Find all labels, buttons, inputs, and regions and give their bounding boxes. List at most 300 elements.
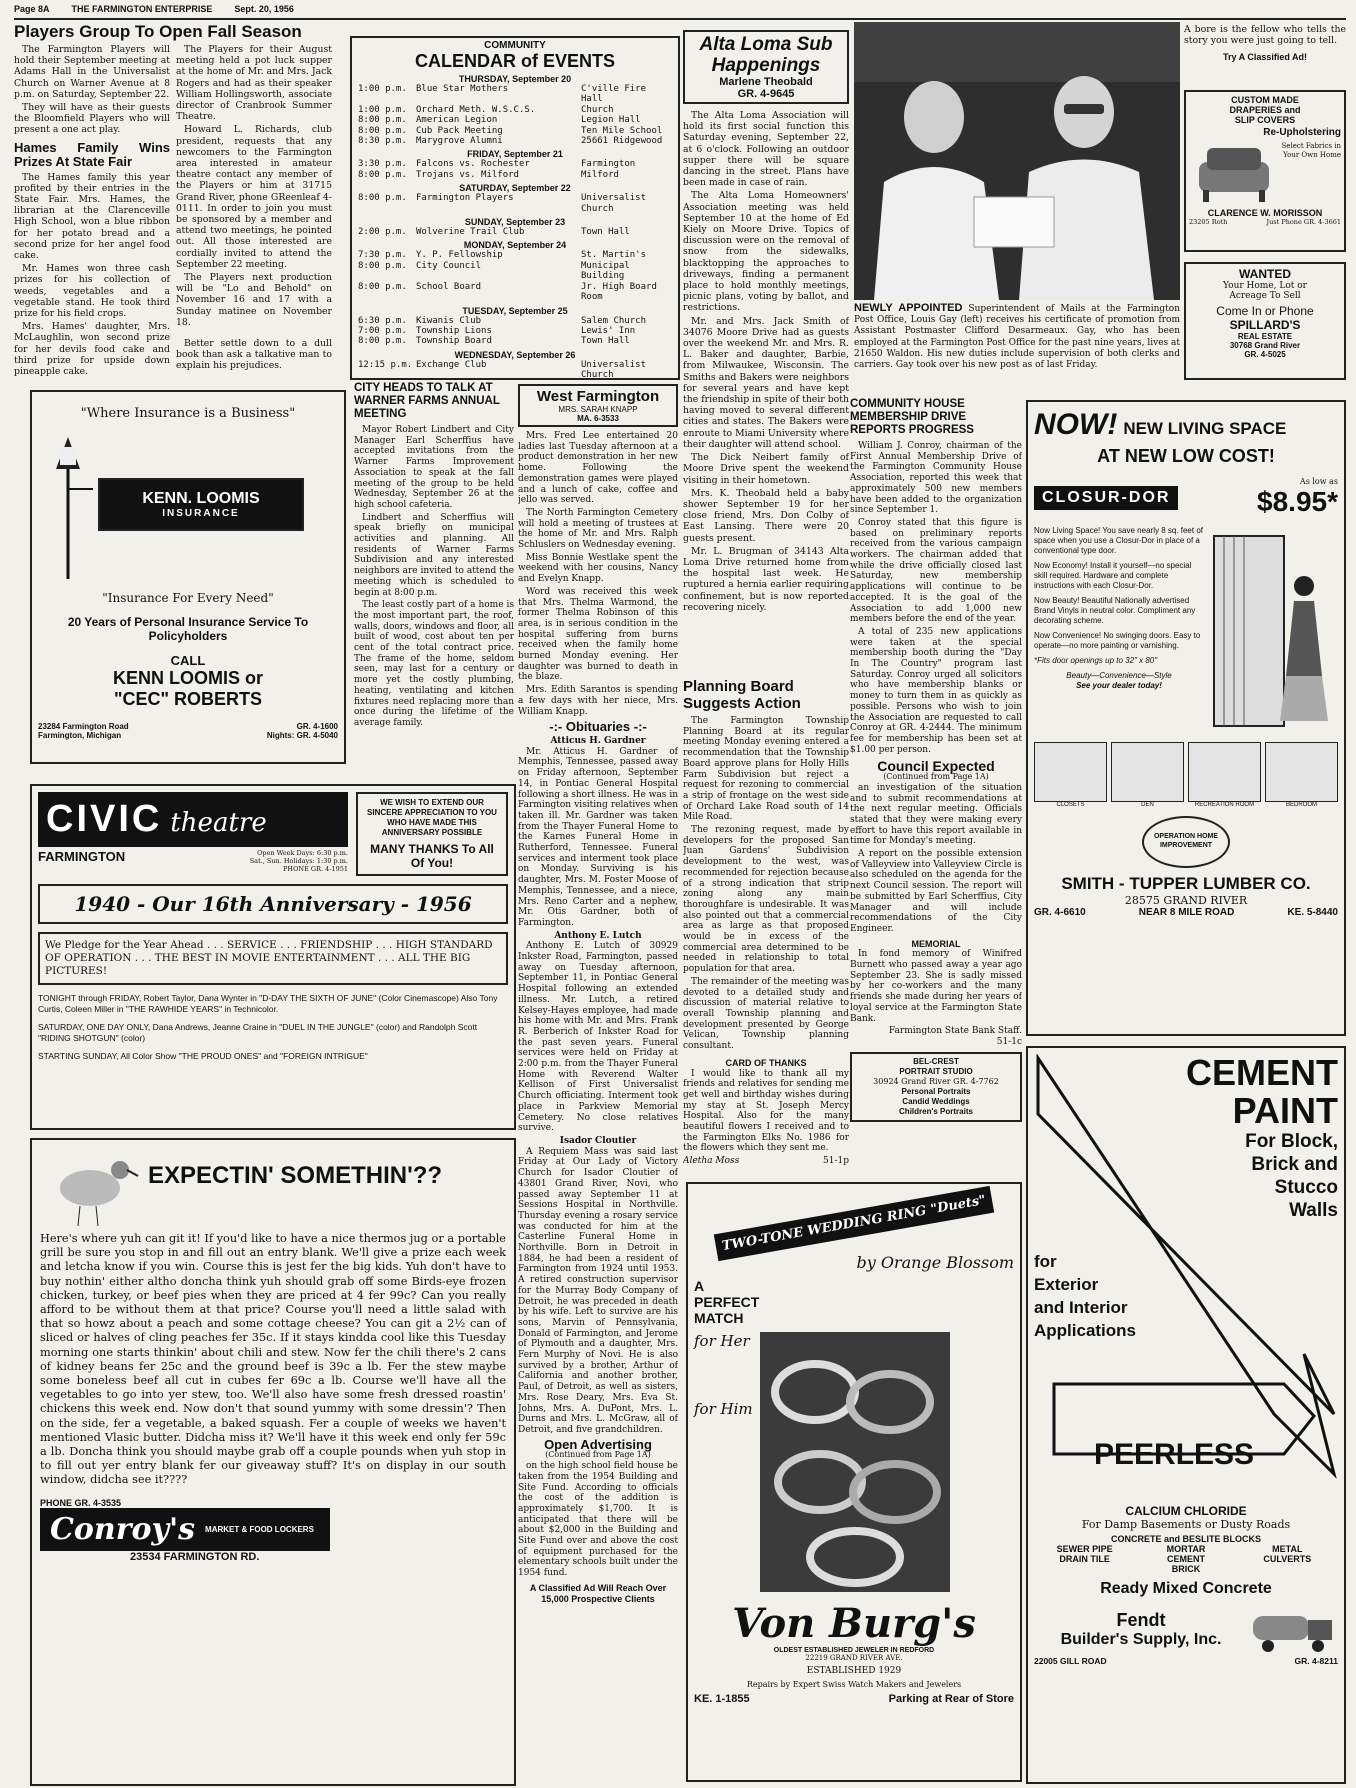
calendar-day-heading: SATURDAY, September 22 [459, 183, 571, 194]
players-p5: The Players next production will be "Lo and Behold" on November 16 and 17 with a Sunday matinee on November 18. [176, 272, 332, 328]
rings-illustration [760, 1332, 950, 1592]
calendar-place: Town Hall [581, 227, 630, 238]
fendt-item: SEWER PIPE [1056, 1544, 1113, 1554]
hames-p3: Mrs. Hames' daughter, Mrs. McLaughlin, won second prize for her devils food cake and third prize for upside down pineapple cake. [14, 321, 170, 378]
calendar-place: Legion Hall [581, 115, 641, 126]
calendar-event-row [358, 336, 672, 346]
calendar-time: 3:30 p.m. [358, 159, 407, 170]
fendt-for4: Walls [1289, 1200, 1338, 1221]
calendar-place: Church [581, 104, 614, 115]
calendar-place: Universalist Church [581, 359, 647, 380]
altaloma-p3: Mr. and Mrs. Jack Smith of 34076 Moore Drive had as guests over the weekend Mr. and Mrs. R. L. Baker and daughter, Barbie, from Milwaukee, Wisconsin. The Smiths and Bakers were neighbors for several years and have kept the friendship in spite of their both having moved to several different cities and states. The Bakers were enroute to Miami University where their daughter will attend school. [683, 315, 849, 450]
calendar-place: 25661 Ridgewood [581, 136, 663, 147]
civic-logo-text: CIVIC [46, 798, 163, 840]
council-cont: (Continued from Page 1A) [883, 772, 989, 782]
smith-bullet-3: Now Beauty! Beautiful Nationally advertised Brand Vinyls in neutral color. Compliment any decorating scheme. [1034, 596, 1196, 625]
fendt-item: METAL [1272, 1544, 1303, 1554]
obit-text-2: Anthony E. Lutch of 30929 Inkster Road, Farmington, passed away on Tuesday afternoon, September 11, in Pontiac General Hospital following an extended illness. Mr. Lutch, a retired Kelsey-Hayes employee, had made his home with Mr. and Mrs. Frank R. Berberich of Inkster Road for the past seven years. Funeral services were held on Friday at 2:00 p.m. from the Thayer Funeral Home with Reverend Walter Kellison of First Universalist Church officiating. Interment took place in Parkview Memorial Cemetery. No close relatives survive. [518, 941, 678, 1134]
calendar-event-row [358, 84, 672, 105]
calendar-title: CALENDAR of EVENTS [414, 51, 615, 71]
calendar-time: 2:00 p.m. [358, 227, 407, 238]
fendt-ext4: Applications [1034, 1321, 1137, 1340]
loomis-slogan: "Where Insurance is a Business" [80, 406, 296, 421]
westfarm-title: West Farmington [536, 388, 660, 405]
obit-name-3: Isador Cloutier [559, 1136, 637, 1146]
community-p3: A total of 235 new applications were taken at the special membership booth during the "Day In The Country" program last Saturday. Conroy urged all solicitors who have membership blanks or money to turn them in as quickly as possible. Persons who wish to join the Association are requested to call Conroy at GR. 4-2444. The minimum fee for membership has been set at $1.00 per person. [850, 626, 1022, 755]
spillard-l8: GR. 4-5025 [1244, 350, 1286, 359]
memorial-text: In fond memory of Winifred Burnett who passed away a year ago September 23. She is sadly missed by her co-workers and the many friends she made during her years of loyal service at the Farmington State Bank. [850, 949, 1022, 1024]
council-p2: A report on the possible extension of Valleyview into Valleyview Circle is also scheduled on the agenda for the next Council session. The report will be submitted by Earl Scherffius, City Manager and will include recommendations of the City Engineer. [850, 849, 1022, 934]
fendt-ext2: Exterior [1034, 1275, 1099, 1294]
chair-icon [1189, 142, 1279, 204]
planning-article [683, 678, 849, 1168]
altaloma-p5: Mrs. K. Theobald held a baby shower September 19 for her close friend, Mrs. Don Colby of East Lansing. There were 20 guests present. [683, 487, 849, 544]
room-label: DEN [1141, 802, 1154, 808]
loomis-sign1: KENN. LOOMIS [142, 489, 260, 507]
calendar-body [358, 74, 672, 380]
calendar-event: Trojans vs. Milford [416, 169, 519, 180]
thanks-title: CARD OF THANKS [725, 1057, 807, 1068]
smith-ph2: KE. 5-8440 [1287, 907, 1338, 918]
morisson-ad [1184, 90, 1346, 252]
loomis-sign2: INSURANCE [162, 507, 240, 519]
vonburg-addr: 22219 GRAND RIVER AVE. [805, 1654, 903, 1662]
thanks-code: 51-1p [823, 1156, 849, 1167]
conroy-addr: 23534 FARMINGTON RD. [130, 1550, 260, 1563]
loomis-addr1: 23284 Farmington Road [38, 722, 129, 731]
civic-logo [38, 792, 348, 847]
fendt-item: CEMENT [1166, 1554, 1205, 1564]
altaloma-masthead [683, 30, 849, 104]
loomis-call: CALL [170, 653, 206, 668]
hames-p1: The Hames family this year profited by their entries in the State Fair. Mrs. Hames, the librarian at the Clarenceville High School, won a blue ribbon for her potato bread and a second prize for her angel food cake. [14, 171, 170, 262]
westfarm-p4: Word was received this week that Mrs. Thelma Warmond, the former Thelma Robinson of this area, is in serious condition in the hospital suffering from burns received when the family home burned Monday evening. Her daughter was burned to death in the blaze. [518, 586, 678, 683]
conroy-sub: MARKET & FOOD LOCKERS [205, 1524, 314, 1534]
lamp-post-icon [38, 429, 98, 579]
calendar-place: Municipal Building [581, 260, 630, 282]
conroy-body: Here's where yuh can git it! If you'd like to have a nice thermos jug or a portable grill be sure you stop in and fill out an entry blank. We'll give a prize each week and letcha know if you win. Course this is jest fer the big kids. Yuh don't have to buy nothin' either altho doncha think yuh should grab off some Birds-eye frozen chicken, turkey, or beef pies when they are priced at 4 fer 99c? Can you really afford to be without them at that price? Course you'll need a little salad with that so howz about a peach and some cottage cheese? You can git a 2½ can of sliced or halves of cling peaches fer 35c. If it stays kindda cool like this Tuesday morning one starts thinkin' about chili and stew. Now fer the chili there's 2 cans of kidney beans fer 25c and the ground beef is 39c a lb. Fer the stew maybe some boneless beef all cut in cubes fer 69c a lb. Course we'll have all the vegetables to go into yer stew, too. We'll also have some fresh dressed roastin' chickens this week end. Now don't that sound yummy with some dressin'? Then on the side, fer a vegetable, a baked squash. Fer a couple of weeks we haven't mentioned Vlasic butter. Didcha miss it? We'll have it this week end only fer 59c a lb. Doncha think you should maybe grab off a couple pounds when yuh stop in to fill out yer entry blank fer our giveaway stuff? It's on display in our south window, didcha see it???? [40, 1232, 506, 1487]
vonburg-phone: KE. 1-1855 [694, 1693, 750, 1705]
memorial-code: 51-1c [996, 1036, 1022, 1047]
vonburg-headline: TWO-TONE WEDDING RING "Duets" [714, 1186, 994, 1261]
loomis-ph2: Nights: GR. 4-5040 [266, 731, 338, 740]
page-number: Page 8A [14, 4, 50, 14]
fendt-for3: Stucco [1274, 1177, 1338, 1198]
civic-logo-script: theatre [170, 808, 267, 838]
vonburg-parking: Parking at Rear of Store [888, 1693, 1014, 1705]
calendar-time: 6:30 p.m. [358, 315, 407, 326]
vonburg-by: by Orange Blossom [856, 1253, 1014, 1272]
memorial-title: MEMORIAL [911, 938, 961, 949]
page-header [14, 4, 349, 18]
civic-town: FARMINGTON [38, 849, 126, 864]
westfarm-p2: The North Farmington Cemetery will hold a meeting of trustees at the home of Mr. and Mrs. Ralph Schluslers on Wednesday evening. [518, 507, 678, 551]
altaloma-title1: Alta Loma Sub [699, 34, 833, 55]
fendt-peerless: PEERLESS [1094, 1438, 1255, 1471]
calendar-event-row [358, 126, 672, 136]
civic-pledge: We Pledge for the Year Ahead . . . SERVICE . . . FRIENDSHIP . . . HIGH STANDARD OF OPERATION . . . THE BEST IN MOVIE ENTERTAINMENT . . . ALL THE BIG PICTURES! [38, 932, 508, 985]
civic-hours3: PHONE GR. 4-1951 [283, 865, 348, 873]
cityheads-p2: Lindbert and Scherffius will speak briefly on municipal activities and planning. All residents of Warner Farms Subdivision and any interested neighbors are invited to attend the meeting which is scheduled to begin at 8:00 p.m. [354, 512, 514, 598]
calendar-day-heading: FRIDAY, September 21 [467, 149, 563, 160]
fendt-ext3: and Interior [1034, 1298, 1128, 1317]
civic-thanks: WE WISH TO EXTEND OUR SINCERE APPRECIATION TO YOU WHO HAVE MADE THIS ANNIVERSARY POSSIBLE [367, 798, 497, 837]
photo-caption-head: NEWLY APPOINTED [854, 302, 963, 314]
smith-tupper-ad [1026, 400, 1346, 1036]
conroy-headline: EXPECTIN' SOMETHIN'?? [148, 1162, 443, 1189]
smith-addr: 28575 GRAND RIVER [1124, 894, 1248, 907]
room-label: RECREATION ROOM [1194, 802, 1255, 808]
calendar-event-row [358, 261, 672, 282]
vonburg-est: ESTABLISHED 1929 [806, 1666, 902, 1676]
cityheads-p3: The least costly part of a home is the most important part, the roof, walls, doors, windows and floor, all built of wood, cost about ten per cent of the total contract price. The frame of the home, seldom seen, may last for a century or more yet the costly plumbing, heating, ventilating and kitchen fixtures need replacing more than once during the lifetime of the average family. [354, 600, 514, 728]
hames-p2: Mr. Hames won three cash prizes for his collection of weeds, vegetables and a vegetable stand. He took third prize for his field crops. [14, 263, 170, 320]
smith-head1: NEW LIVING SPACE [1123, 419, 1287, 438]
obit-text-3: A Requiem Mass was said last Friday at Our Lady of Victory Church for Isador Cloutier of 43801 Grand River, Novi, who passed away September 11 at Sessions Hospital in Northville. Thursday evening a rosary service was conducted for him at the Casterline Funeral Home in Northville. Born in Detroit in 1884, he had been a resident of Farmington from 1924 until 1953. A retired construction supervisor for the Murray Body Company of Detroit, he was preceded in death by his wife. Left to survive are his sons, Marvin of Pennsylvania, Donald of Farmington, and Jerome of Plymouth and a daughter, Mrs. Fern Murphy of Novi. He is also survived by a brother, Arthur of California and another brother, Paul, of Detroit, as well as sisters, Mrs. Rose Deary, Mrs. Eva St. Johns, Mrs. A. DuPont, Mrs. L. Durns and Mrs. L. McGraw, all of Detroit, and five grandchildren. [518, 1146, 678, 1435]
civic-saturday: SATURDAY, ONE DAY ONLY, Dana Andrews, Jeanne Craine in "DUEL IN THE JUNGLE" (color) and Randolph Scott "RIDING SHOTGUN" (color) [38, 1022, 478, 1043]
calendar-event: Y. P. Fellowship [416, 250, 503, 261]
calendar-time: 8:00 p.m. [358, 193, 407, 204]
loomis-tag: "Insurance For Every Need" [102, 591, 274, 605]
calendar-event-row [358, 250, 672, 260]
fendt-ready: Ready Mixed Concrete [1100, 1580, 1272, 1597]
morisson-addr: 23205 Roth [1189, 218, 1228, 226]
calendar-place: Milford [581, 169, 619, 180]
loomis-names2: "CEC" ROBERTS [113, 689, 263, 709]
calendar-event-row [358, 159, 672, 169]
vonburg-repairs: Repairs by Expert Swiss Watch Makers and Jewelers [746, 1680, 962, 1689]
calendar-event-row [358, 326, 672, 336]
belcrest-l1: BEL-CREST [913, 1056, 959, 1066]
calendar-event-row [358, 227, 672, 237]
room-panel [1188, 742, 1261, 802]
room-panel [1265, 742, 1338, 802]
westfarm-masthead [518, 384, 678, 427]
civic-theatre-ad [30, 784, 516, 1130]
conroy-logo-text: Conroy's [50, 1511, 196, 1547]
smith-head2: AT NEW LOW COST! [1097, 446, 1275, 466]
belcrest-l4: GR. 4-7762 [953, 1076, 999, 1086]
loomis-addr2: Farmington, Michigan [38, 731, 122, 740]
vonburg-for-him: for Him [694, 1400, 753, 1418]
calendar-event: Township Board [416, 336, 492, 347]
calendar-time: 1:00 p.m. [358, 104, 407, 115]
cityheads-article [354, 382, 514, 752]
players-p2: They will have as their guests the Bloomfield Players who will present a one act play. [14, 102, 170, 136]
conroy-ad [30, 1138, 516, 1786]
smith-now: NOW! [1034, 408, 1118, 441]
altaloma-p2: The Alta Loma Homeowners' Association meeting was held September 10 at the home of Ed Kiely on Moore Drive. Topics of discussion were on the removal of snow from the sidewalks, blacktopping the approaches to driveways, finding a permanent place to hold monthly meetings, picnic plans, voting by ballot, and restrictions. [683, 190, 849, 314]
room-labels [1034, 802, 1338, 808]
smith-ph1: GR. 4-6610 [1034, 907, 1086, 918]
calendar-event-row [358, 105, 672, 115]
community-p2: Conroy stated that this figure is based on preliminary reports received from the various campaign workers. The chairman added that while the drive officially closed last Saturday, new membership applications will continue to be accepted. It is the goal of the Association to add 1,000 new members before the end of the year. [850, 517, 1022, 625]
openadv-cont: (Continued from Page 1A) [545, 1450, 651, 1460]
fendt-item: CULVERTS [1263, 1554, 1312, 1564]
spillard-l2: Your Home, Lot or [1223, 281, 1307, 291]
obit-name-1: Atticus H. Gardner [550, 735, 646, 746]
calendar-time: 12:15 p.m. [358, 359, 413, 370]
smith-note: *Fits door openings up to 32" x 80" [1034, 656, 1158, 665]
calendar-event-row [358, 170, 672, 180]
altaloma-phone: GR. 4-9645 [737, 88, 795, 100]
morisson-side: Select Fabrics in Your Own Home [1281, 142, 1341, 159]
fendt-item: DRAIN TILE [1059, 1554, 1110, 1564]
loomis-sign [98, 478, 304, 531]
obit-name-2: Anthony E. Lutch [554, 930, 642, 941]
calendar-day-heading: THURSDAY, September 20 [458, 74, 572, 84]
fendt-for2: Brick and [1251, 1154, 1338, 1175]
filler-quote: Better settle down to a dull book than ask a talkative man to explain his prejudices. [176, 338, 332, 372]
calendar-event-row [358, 193, 672, 214]
fendt-item: MORTAR [1166, 1544, 1206, 1554]
fendt-ad [1026, 1046, 1346, 1784]
fendt-paint: PAINT [1232, 1090, 1338, 1131]
calendar-place: St. Martin's [581, 250, 647, 261]
spillard-l7: 30768 Grand River [1229, 341, 1301, 350]
calendar-time: 8:00 p.m. [358, 125, 407, 136]
loomis-ph1: GR. 4-1600 [296, 722, 338, 731]
calendar-event: Wolverine Trail Club [416, 227, 525, 238]
news-photo [854, 22, 1180, 300]
loomis-names1: KENN LOOMIS or [112, 668, 263, 688]
fendt-damp: For Damp Basements or Dusty Roads [1081, 1518, 1291, 1531]
civic-tonight: TONIGHT through FRIDAY, Robert Taylor, Dana Wynter in "D-DAY THE SIXTH OF JUNE" (Color Cinemascope) Also Tony Curtis, Coleen Miller in "THE RAWHIDE YEARS" in Technicolor. [38, 993, 498, 1014]
calendar-event: Blue Star Mothers [416, 84, 509, 94]
fendt-items [1034, 1544, 1338, 1574]
calendar-event: City Council [416, 260, 482, 271]
players-p1: The Farmington Players will hold their September meeting at Adams Hall in the Universalist Church on Warner Avenue at 8 p.m. on Saturday, September 22. [14, 44, 170, 100]
calendar-event-row [358, 136, 672, 146]
fendt-for1: For Block, [1245, 1131, 1338, 1152]
issue-date: Sept. 20, 1956 [234, 4, 294, 14]
thanks-signature: Aletha Moss [683, 1156, 740, 1167]
calendar-event: Exchange Club [416, 359, 487, 370]
smith-name: SMITH - TUPPER LUMBER CO. [1061, 874, 1311, 893]
fendt-cement: CEMENT [1186, 1052, 1338, 1093]
calendar-event-row [358, 282, 672, 303]
spillard-l1: WANTED [1239, 267, 1291, 281]
calendar-kicker: COMMUNITY [484, 40, 546, 51]
vonburg-ad [686, 1182, 1022, 1782]
westfarm-p3: Miss Bonnie Westlake spent the weekend with her cousins, Nancy and Evelyn Knapp. [518, 552, 678, 585]
hames-headline: Hames Family Wins Prizes At State Fair [14, 139, 170, 169]
belcrest-ad [850, 1052, 1022, 1122]
operation-seal: OPERATION HOME IMPROVEMENT [1142, 816, 1230, 868]
council-headline: Council Expected [877, 758, 995, 775]
community-calendar [350, 36, 680, 380]
spillard-l6: REAL ESTATE [1237, 332, 1293, 341]
calendar-place: Ten Mile School [581, 125, 663, 136]
belcrest-l6: Candid Weddings [902, 1096, 970, 1106]
loomis-ad [30, 390, 346, 764]
westfarm-column [518, 384, 678, 1784]
smith-bullet-2: Now Economy! Install it yourself—no special skill required. Hardware and complete instructions with each Closur-Dor. [1034, 561, 1192, 590]
morisson-name: CLARENCE W. MORISSON [1207, 208, 1323, 218]
calendar-time: 8:30 p.m. [358, 136, 407, 147]
players-p4: Howard L. Richards, club president, requests that any newcomers to the Farmington area interested in amateur theatre contact any member of the Players or him at 31715 Grand River, phone GReenleaf 4-0111. In order to join you must be sponsored by a member and attend two meetings, he pointed out. All those interested are cordially invited to attend the September 22 meeting. [176, 124, 332, 270]
smith-tag2: See your dealer today! [1076, 681, 1162, 690]
openadv-title: Open Advertising [544, 1436, 652, 1452]
players-headline: Players Group To Open Fall Season [14, 22, 302, 41]
players-article [14, 22, 336, 384]
calendar-time: 7:00 p.m. [358, 325, 407, 336]
loomis-years: 20 Years of Personal Insurance Service To Policyholders [67, 615, 309, 643]
spillard-l4: Come In or Phone [1216, 304, 1314, 318]
fendt-name1: Fendt [1116, 1609, 1166, 1630]
calendar-event: Kiwanis Club [416, 315, 482, 326]
planning-p1: The Farmington Township Planning Board at its regular meeting Monday evening entered a recommendation that the Township Board approve plans for Holly Hills Farm Subdivision but reject a request for rezoning to commercial a strip of frontage on the west side of Orchard Lake Road south of 14 Mile Road. [683, 716, 849, 823]
stork-icon [40, 1148, 140, 1228]
morisson-phone: Just Phone GR. 4-3661 [1266, 218, 1341, 226]
obit-text-1: Mr. Atticus H. Gardner of Memphis, Tennessee, passed away on Friday afternoon, September 14, in Pontiac General Hospital following a short illness. He was in Farmington visiting relatives when taken ill. Mr. Gardner was taken from the Thayer Funeral Home to the Karnes Funeral Home in Rutherford, Tennessee. Funeral services and interment took place on Monday. Surviving is his daughter, Mrs. M. Foster Moose of Memphis, Tennessee, and a niece, Mrs. Reno Carter and a nephew, Mr. Otis Gardner, both of Farmington. [518, 746, 678, 928]
calendar-event: School Board [416, 281, 482, 292]
calendar-day-heading: MONDAY, September 24 [463, 240, 567, 251]
calendar-event: Township Lions [416, 325, 492, 336]
smith-bullet-4: Now Convenience! No swinging doors. Easy to operate—no more painting or varnishing. [1034, 631, 1201, 650]
smith-tag1: Beauty—Convenience—Style [1066, 671, 1172, 680]
calendar-time: 7:30 p.m. [358, 250, 407, 261]
westfarm-phone: MA. 6-3533 [577, 414, 619, 423]
fendt-item: BRICK [1171, 1564, 1201, 1574]
smith-price: $8.95* [1257, 486, 1338, 517]
spillard-l5: SPILLARD'S [1229, 318, 1301, 332]
belcrest-l2: PORTRAIT STUDIO [899, 1066, 973, 1076]
calendar-place: Farmington [581, 159, 636, 170]
mixer-truck-icon [1248, 1604, 1338, 1654]
cityheads-p1: Mayor Robert Lindbert and City Manager Earl Scherffius have accepted invitations from the Warner Farms Improvement Association to speak at the fall meeting of the group to be held Wednesday, September 26 at the high school cafeteria. [354, 425, 514, 510]
fendt-concrete: CONCRETE and BESLITE BLOCKS [1110, 1534, 1261, 1544]
calendar-event: Farmington Players [416, 193, 514, 204]
spillard-l3: Acreage To Sell [1229, 291, 1301, 301]
fendt-name2: Builder's Supply, Inc. [1060, 1630, 1222, 1648]
morisson-l1: CUSTOM MADE [1231, 95, 1299, 105]
spillard-ad [1184, 262, 1346, 380]
bore-ad: Try A Classified Ad! [1222, 52, 1308, 63]
calendar-place: Town Hall [581, 336, 630, 347]
conroy-phone: PHONE GR. 4-3535 [40, 1497, 122, 1508]
calendar-event: American Legion [416, 115, 498, 126]
calendar-day-heading: WEDNESDAY, September 26 [454, 349, 576, 360]
calendar-time: 8:00 p.m. [358, 336, 407, 347]
westfarm-byline: MRS. SARAH KNAPP [558, 405, 638, 414]
council-p1: an investigation of the situation and to submit recommendations at the next regular meeting. Officials stated that they were making every effort to have this report available in time for Monday's meeting. [850, 782, 1022, 847]
altaloma-title2: Happenings [711, 55, 821, 76]
morisson-l3: SLIP COVERS [1234, 115, 1296, 125]
planning-p3: The remainder of the meeting was devoted to a detailed study and discussion of material relative to overall Township planning and development presented by George Velican, Township planning consultant. [683, 976, 849, 1052]
vonburg-perfect: A PERFECT MATCH [694, 1278, 760, 1326]
smith-price-pre: As low as [1299, 477, 1338, 486]
civic-many-thanks: MANY THANKS To All Of You! [370, 842, 494, 870]
calendar-time: 8:00 p.m. [358, 115, 407, 126]
morisson-l2: DRAPERIES and [1229, 105, 1301, 115]
vonburg-sub: OLDEST ESTABLISHED JEWELER IN REDFORD [773, 1647, 935, 1654]
smith-near: NEAR 8 MILE ROAD [1138, 907, 1235, 918]
calendar-event: Orchard Meth. W.S.C.S. [416, 104, 536, 115]
morisson-l4: Re-Upholstering [1263, 127, 1341, 138]
door-woman-illustration [1204, 526, 1334, 736]
calendar-event-row [358, 115, 672, 125]
calendar-time: 8:00 p.m. [358, 260, 407, 271]
calendar-time: 8:00 p.m. [358, 169, 407, 180]
fendt-phone: GR. 4-8211 [1294, 1656, 1338, 1666]
conroy-logo [40, 1508, 330, 1551]
paper-name: THE FARMINGTON ENTERPRISE [71, 4, 213, 14]
vonburg-for-her: for Her [694, 1332, 750, 1350]
calendar-day-heading: TUESDAY, September 25 [462, 305, 568, 316]
calendar-day-heading: SUNDAY, September 23 [464, 217, 566, 228]
altaloma-byline: Marlene Theobald [719, 76, 813, 88]
vonburg-name: Von Burg's [732, 1600, 976, 1647]
calendar-event-row [358, 316, 672, 326]
calendar-event: Cub Pack Meeting [416, 125, 503, 136]
room-panel [1034, 742, 1107, 802]
header-rule [14, 18, 1346, 20]
altaloma-article [683, 30, 849, 720]
calendar-place: C'ville Fire Hall [581, 84, 647, 105]
room-panel [1111, 742, 1184, 802]
fendt-calcium: CALCIUM CHLORIDE [1125, 1504, 1247, 1518]
belcrest-l3: 30924 Grand River [873, 1076, 951, 1086]
calendar-event: Marygrove Alumni [416, 136, 503, 147]
civic-anniversary: 1940 - Our 16th Anniversary - 1956 [38, 884, 508, 924]
community-article [850, 398, 1022, 1178]
room-label: CLOSETS [1056, 802, 1085, 808]
community-p1: William J. Conroy, chairman of the First Annual Membership Drive of the Farmington Community House Association, reported this week that approximately 500 new members have been added to the organization since September 1. [850, 441, 1022, 516]
fendt-item [1034, 1564, 1135, 1574]
calendar-event: Falcons vs. Rochester [416, 159, 530, 170]
thanks-text: I would like to thank all my friends and relatives for sending me get well and birthday wishes during my stay at St. Joseph Mercy Hospital. Also for the many beautiful flowers I received and to the Farmington Elks No. 1986 for the flowers which they sent me. [683, 1068, 849, 1154]
altaloma-p6: Mr. L. Brugman of 34143 Alta Loma Drive returned home from the hospital last week. He ruptured a hernia earlier requiring confinement, but is now reported recovering nicely. [683, 545, 849, 613]
westfarm-p5: Mrs. Edith Sarantos is spending a few days with her niece, Mrs. William Knapp. [518, 685, 678, 717]
belcrest-l5: Personal Portraits [901, 1086, 971, 1096]
calendar-time: 1:00 p.m. [358, 84, 407, 94]
calendar-event-row [358, 360, 672, 380]
photo-block [854, 22, 1180, 392]
openadv-p1: on the high school field house be taken from the 1954 Building and Site Fund. According to officials the cost of the addition is approximately $1,700. It is anticipated that there will be about $2,000 in the Building and Site Fund over and above the cost of equipment purchased for the elementary schools built under the 1954 fund. [518, 1461, 678, 1579]
westfarm-p1: Mrs. Fred Lee entertained 20 ladies last Tuesday afternoon at a product demonstration in her new home. Following the demonstration games were played and a lunch of cake, coffee and jello was served. [518, 431, 678, 506]
fendt-addr: 22005 GILL ROAD [1034, 1656, 1107, 1666]
calendar-place: Lewis' Inn [581, 325, 636, 336]
altaloma-p1: The Alta Loma Association will hold its first social function this Saturday evening, September 22, at 6 o'clock. Following an outdoor supper there will be square dancing in the street. Plans have been made in case of rain. [683, 110, 849, 189]
altaloma-p4: The Dick Neibert family of Moore Drive spent the weekend visiting in their hometown. [683, 452, 849, 486]
community-headline: COMMUNITY HOUSE MEMBERSHIP DRIVE REPORTS PROGRESS [850, 398, 974, 436]
smith-brand: CLOSUR-DOR [1034, 486, 1178, 510]
civic-sunday: STARTING SUNDAY, All Color Show "THE PROUD ONES" and "FOREIGN INTRIGUE" [38, 1051, 368, 1061]
calendar-place: Jr. High Board Room [581, 281, 657, 303]
belcrest-l7: Children's Portraits [899, 1106, 973, 1116]
players-p3: The Players for their August meeting held a pot luck supper at the home of Mr. and Mrs. Jack Rogers and had as their speaker William Hollingsworth, associate director of Cranbrook Summer Theatre. [176, 44, 332, 123]
memorial-signature: Farmington State Bank Staff. [888, 1026, 1022, 1037]
fendt-ext1: for [1034, 1252, 1057, 1271]
civic-hours1: Open Week Days: 6:30 p.m. [257, 849, 348, 857]
bore-text: A bore is the fellow who tells the story you were just going to tell. [1184, 24, 1346, 47]
calendar-time: 8:00 p.m. [358, 281, 407, 292]
fendt-item [1237, 1564, 1338, 1574]
civic-thanks-box [356, 792, 508, 876]
obits-title: -:- Obituaries -:- [549, 719, 647, 735]
photo-illustration [854, 22, 1180, 300]
planning-p2: The rezoning request, made by developers for the proposed San Juan Gardens' Subdivision development to the west, was recommended for rejection because of a strong indication that strip zoning along any main thoroughfare is undesirable. It was also pointed out that a commercial area as large as that proposed would be in excess of the commercial area determined to be needed in relationship to total population for that area. [683, 825, 849, 975]
calendar-place: Salem Church [581, 315, 647, 326]
photo-caption: Superintendent of Mails at the Farmington Post Office, Louis Gay (left) receives his certificate of promotion from Assistant Postmaster Clifford Desarmeaux. Gay, who has been employed at the Farmington Post Office for the past nine years, lives at 21650 Waldon. His new duties include supervision of both clerks and carriers. Gay took over his new post as of last Friday. [854, 304, 1180, 371]
room-label: BEDROOM [1285, 802, 1317, 808]
planning-headline: Planning Board Suggests Action [683, 678, 801, 712]
smith-bullet-1: Now Living Space! You save nearly 8 sq. feet of space when you use a Closur-Dor in place of a conventional type door. [1034, 526, 1203, 555]
openadv-classified: A Classified Ad Will Reach Over 15,000 Prospective Clients [529, 1582, 667, 1604]
cityheads-headline: CITY HEADS TO TALK AT WARNER FARMS ANNUAL MEETING [354, 382, 500, 420]
bore-quote [1184, 24, 1346, 86]
